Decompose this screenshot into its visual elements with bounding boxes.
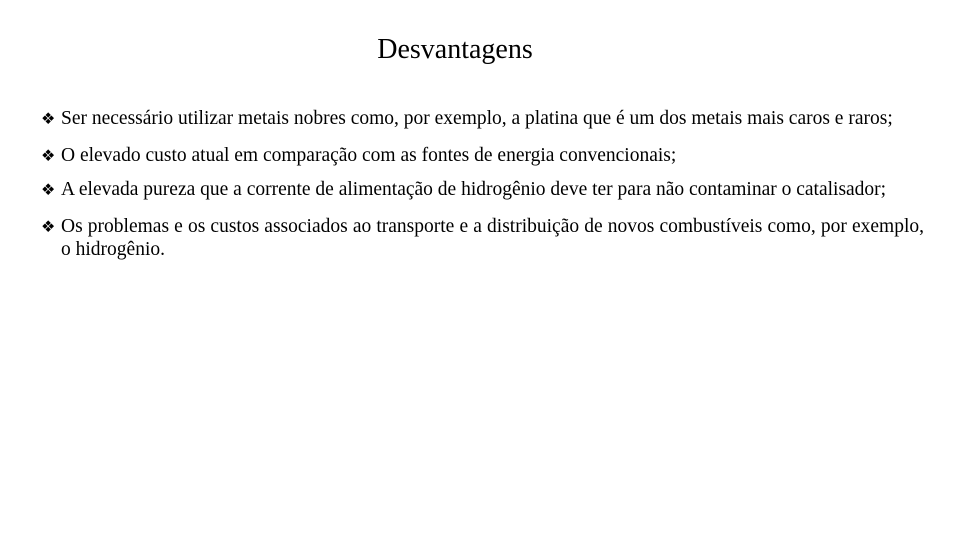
diamond-bullet-icon: ❖ bbox=[41, 180, 56, 199]
bullet-item bbox=[40, 178, 924, 201]
bullet-list bbox=[40, 107, 924, 275]
bullet-text: Ser necessário utilizar metais nobres como, por exemplo, a platina que é um dos metais mais caros e raros; bbox=[61, 108, 893, 129]
bullet-text: O elevado custo atual em comparação com as fontes de energia convencionais; bbox=[61, 145, 677, 166]
bullet-item bbox=[40, 215, 924, 261]
diamond-bullet-icon: ❖ bbox=[41, 146, 56, 165]
bullet-item bbox=[40, 107, 924, 130]
bullet-text: Os problemas e os custos associados ao transporte e a distribuição de novos combustíveis como, por exemplo, o hidrogênio. bbox=[61, 216, 924, 260]
diamond-bullet-icon: ❖ bbox=[41, 109, 56, 128]
bullet-text: A elevada pureza que a corrente de alimentação de hidrogênio deve ter para não contaminar o catalisador; bbox=[61, 179, 887, 200]
slide-title: Desvantagens bbox=[377, 34, 533, 65]
bullet-item bbox=[40, 144, 924, 167]
diamond-bullet-icon: ❖ bbox=[41, 217, 56, 236]
